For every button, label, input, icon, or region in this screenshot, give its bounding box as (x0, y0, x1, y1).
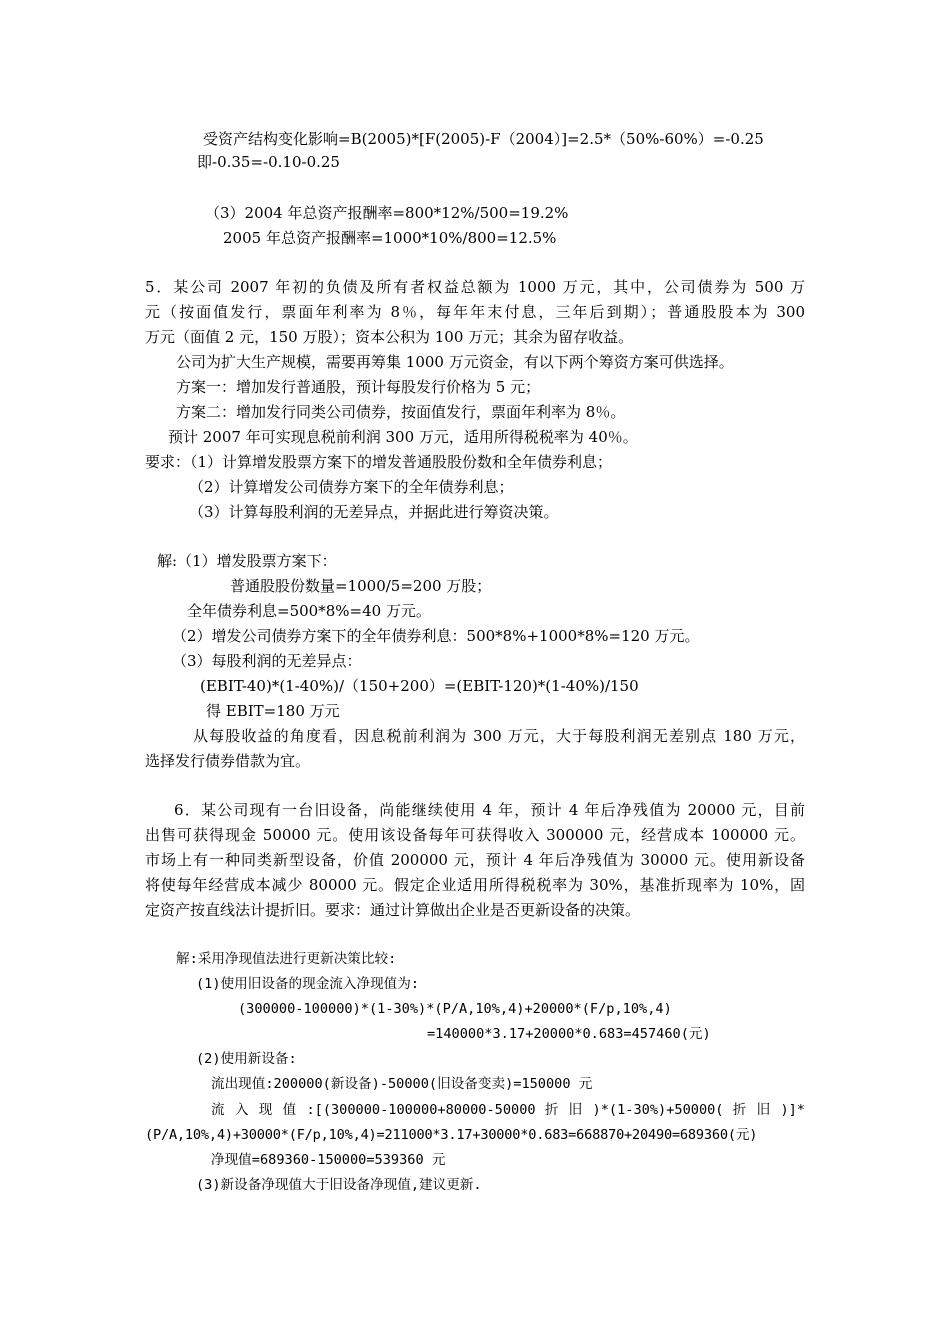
q5-paragraph-line-1: 5．某公司 2007 年初的负债及所有者权益总额为 1000 万元，其中，公司债券为 500 万 (145, 278, 805, 296)
a5-step-1: 解:（1）增发股票方案下： (157, 552, 337, 570)
a6-old-equipment-formula: (300000-100000)*(1-30%)*(P/A,10%,4)+20000*(F/p,10%,4) (238, 1001, 672, 1017)
q6-paragraph-line-3: 市场上有一种同类新型设备，价值 200000 元，预计 4 年后净残值为 30000 元。使用新设备 (145, 851, 805, 869)
a6-outflow-pv: 流出现值:200000(新设备)-50000(旧设备变卖)=150000 元 (211, 1076, 593, 1092)
q5-requirement-2: （2）计算增发公司债券方案下的全年债券利息； (189, 478, 514, 496)
a5-ebit-equation: (EBIT-40)*(1-40%)/（150+200）=(EBIT-120)*(1-40%)/150 (200, 677, 639, 695)
a6-old-equipment-result: =140000*3.17+20000*0.683=457460(元) (427, 1026, 711, 1042)
a5-ebit-result: 得 EBIT=180 万元 (206, 702, 340, 720)
q5-financing-need: 公司为扩大生产规模，需要再筹集 1000 万元资金，有以下两个筹资方案可供选择。 (176, 353, 734, 371)
prev-roa-2005-line: 2005 年总资产报酬率=1000*10%/800=12.5% (223, 229, 557, 247)
q5-plan-one: 方案一：增加发行普通股，预计每股发行价格为 5 元； (176, 378, 541, 396)
a6-conclusion: (3)新设备净现值大于旧设备净现值,建议更新. (196, 1177, 482, 1193)
q6-paragraph-line-4: 将使每年经营成本减少 80000 元。假定企业适用所得税税率为 30%，基准折现率为 10%，固 (145, 876, 805, 894)
q5-paragraph-line-2: 元（按面值发行，票面年利率为 8％，每年年末付息，三年后到期）；普通股股本为 300 (145, 303, 805, 321)
a5-conclusion-line-2: 选择发行债券借款为宜。 (145, 752, 311, 770)
a6-npv-result: 净现值=689360-150000=539360 元 (211, 1152, 446, 1168)
q6-paragraph-line-2: 出售可获得现金 50000 元。使用该设备每年可获得收入 300000 元，经营成本 100000 元。 (145, 826, 805, 844)
q5-paragraph-line-3: 万元（面值 2 元，150 万股）；资本公积为 100 万元；其余为留存收益。 (145, 328, 634, 346)
a6-new-equipment-heading: (2)使用新设备: (196, 1051, 297, 1067)
a5-step-2: （2）增发公司债券方案下的全年债券利息：500*8%+1000*8%=120 万元。 (172, 627, 700, 645)
a5-conclusion-line-1: 从每股收益的角度看，因息税前利润为 300 万元，大于每股利润无差别点 180 万元， (193, 727, 805, 745)
q5-requirement-1: 要求：（1）计算增发股票方案下的增发普通股股份数和全年债券利息； (145, 453, 613, 471)
a6-old-equipment-heading: (1)使用旧设备的现金流入净现值为: (196, 976, 420, 992)
a5-step-3: （3）每股利润的无差异点： (172, 652, 362, 670)
prev-roa-2004-line: （3）2004 年总资产报酬率=800*12%/500=19.2% (205, 204, 569, 222)
q5-plan-two: 方案二：增加发行同类公司债券，按面值发行，票面年利率为 8％。 (176, 403, 626, 421)
q6-paragraph-line-5: 定资产按直线法计提折旧。要求：通过计算做出企业是否更新设备的决策。 (145, 901, 641, 919)
a6-inflow-pv-line-2: (P/A,10%,4)+30000*(F/p,10%,4)=211000*3.17+30000*0.683=668870+20490=689360(元) (145, 1127, 758, 1143)
a6-intro: 解:采用净现值法进行更新决策比较: (176, 951, 397, 967)
q5-expected-ebit: 预计 2007 年可实现息税前利润 300 万元，适用所得税税率为 40％。 (168, 428, 638, 446)
prev-sum-line: 即-0.35=-0.10-0.25 (197, 153, 340, 171)
q5-requirement-3: （3）计算每股利润的无差异点，并据此进行筹资决策。 (189, 503, 559, 521)
prev-asset-structure-line: 受资产结构变化影响=B(2005)*[F(2005)-F（2004）]=2.5*（50%-60%）=-0.25 (203, 130, 764, 148)
q6-paragraph-line-1: 6．某公司现有一台旧设备，尚能继续使用 4 年，预计 4 年后净残值为 20000 元，目前 (174, 801, 805, 819)
a5-share-count: 普通股股份数量=1000/5=200 万股； (230, 577, 492, 595)
a6-inflow-pv-line-1: 流 入 现 值 :[(300000-100000+80000-50000 折 旧 )*(1-30%)+50000( 折 旧 )]* (211, 1102, 805, 1118)
a5-bond-interest: 全年债券利息=500*8%=40 万元。 (187, 602, 431, 620)
